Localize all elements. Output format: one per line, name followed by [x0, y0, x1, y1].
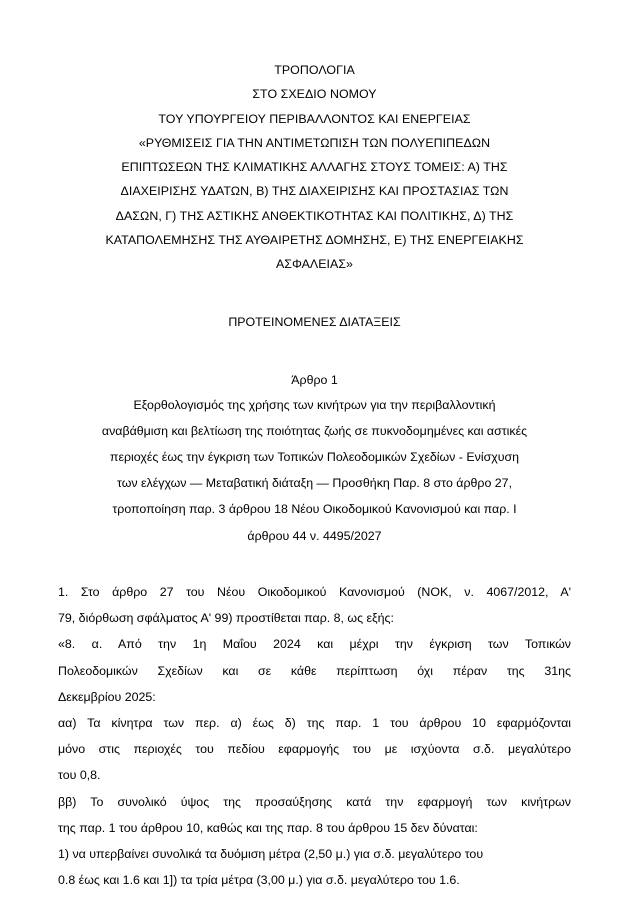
document-body — [58, 579, 571, 893]
body-line: ββ) Το συνολικό ύψος της προσαύξησης κατά την εφαρμογή των κινήτρων — [58, 794, 571, 809]
title-line-3: ΤΟΥ ΥΠΟΥΡΓΕΙΟΥ ΠΕΡΙΒΑΛΛΟΝΤΟΣ ΚΑΙ ΕΝΕΡΓΕΙΑΣ — [158, 111, 471, 126]
title-line-7: ΔΑΣΩΝ, Γ) ΤΗΣ ΑΣΤΙΚΗΣ ΑΝΘΕΚΤΙΚΟΤΗΤΑΣ ΚΑΙ ΠΟΛΙΤΙΚΗΣ, Δ) ΤΗΣ — [115, 208, 514, 223]
article-number: Άρθρο 1 — [291, 372, 338, 387]
article-title-line-1: Εξορθολογισμός της χρήσης των κινήτρων για την περιβαλλοντική — [133, 397, 496, 412]
body-line: Δεκεμβρίου 2025: — [58, 689, 156, 704]
article-title-line-4: των ελέγχων — Μεταβατική διάταξη — Προσθήκη Παρ. 8 στο άρθρο 27, — [116, 476, 513, 491]
body-line: «8. α. Από την 1η Μαΐου 2024 και μέχρι την έγκριση των Τοπικών — [58, 637, 571, 652]
article-title-line-5: τροποποίηση παρ. 3 άρθρου 18 Νέου Οικοδομικού Κανονισμού και παρ. Ι — [112, 502, 517, 517]
body-paragraph-1 — [58, 579, 571, 631]
body-paragraph-4 — [58, 789, 571, 894]
body-line: του 0,8. — [58, 768, 101, 783]
body-line: μόνο στις περιοχές του πεδίου εφαρμογής του με ισχύοντα σ.δ. μεγαλύτερο — [58, 742, 571, 757]
body-paragraph-2 — [58, 631, 571, 710]
document-title-block — [58, 58, 571, 277]
body-line: 1) να υπερβαίνει συνολικά τα δυόμιση μέτρα (2,50 μ.) για σ.δ. μεγαλύτερο του — [58, 846, 484, 861]
body-line: της παρ. 1 του άρθρου 10, καθώς και της παρ. 8 του άρθρου 15 δεν δύναται: — [58, 820, 478, 835]
article-title-line-6: άρθρου 44 ν. 4495/2027 — [247, 528, 382, 543]
title-line-9: ΑΣΦΑΛΕΙΑΣ» — [275, 257, 353, 272]
title-line-5: ΕΠΙΠΤΩΣΕΩΝ ΤΗΣ ΚΛΙΜΑΤΙΚΗΣ ΑΛΛΑΓΗΣ ΣΤΟΥΣ ΤΟΜΕΙΣ: Α) ΤΗΣ — [121, 160, 508, 175]
section-heading-proposed-provisions: ΠΡΟΤΕΙΝΟΜΕΝΕΣ ΔΙΑΤΑΞΕΙΣ — [228, 314, 401, 329]
document-content — [58, 0, 571, 893]
body-line: 1. Στο άρθρο 27 του Νέου Οικοδομικού Κανονισμού (ΝΟΚ, ν. 4067/2012, Α' — [58, 584, 571, 599]
body-paragraph-3 — [58, 710, 571, 789]
article-title-line-3: περιοχές έως την έγκριση των Τοπικών Πολεοδομικών Σχεδίων - Ενίσχυση — [109, 450, 520, 465]
body-line: Πολεοδομικών Σχεδίων και σε κάθε περίπτωση όχι πέραν της 31ης — [58, 663, 571, 678]
body-line: 79, διόρθωση σφάλματος Α' 99) προστίθεται παρ. 8, ως εξής: — [58, 611, 394, 626]
body-line: 0.8 έως και 1.6 και 1]) τα τρία μέτρα (3,00 μ.) για σ.δ. μεγαλύτερο του 1.6. — [58, 873, 460, 888]
title-line-1: ΤΡΟΠΟΛΟΓΙΑ — [274, 63, 355, 77]
body-line: αα) Τα κίνητρα των περ. α) έως δ) της παρ. 1 του άρθρου 10 εφαρμόζονται — [58, 715, 571, 730]
title-line-8: ΚΑΤΑΠΟΛΕΜΗΣΗΣ ΤΗΣ ΑΥΘΑΙΡΕΤΗΣ ΔΟΜΗΣΗΣ, Ε) ΤΗΣ ΕΝΕΡΓΕΙΑΚΗΣ — [105, 233, 524, 248]
article-title-line-2: αναβάθμιση και βελτίωση της ποιότητας ζωής σε πυκνοδομημένες και αστικές — [101, 423, 528, 438]
title-line-4: «ΡΥΘΜΙΣΕΙΣ ΓΙΑ ΤΗΝ ΑΝΤΙΜΕΤΩΠΙΣΗ ΤΩΝ ΠΟΛΥΕΠΙΠΕΔΩΝ — [138, 135, 491, 150]
article-title — [58, 392, 571, 549]
title-line-2: ΣΤΟ ΣΧΕΔΙΟ ΝΟΜΟΥ — [252, 87, 377, 102]
title-line-6: ΔΙΑΧΕΙΡΙΣΗΣ ΥΔΑΤΩΝ, Β) ΤΗΣ ΔΙΑΧΕΙΡΙΣΗΣ ΚΑΙ ΠΡΟΣΤΑΣΙΑΣ ΤΩΝ — [120, 184, 509, 199]
